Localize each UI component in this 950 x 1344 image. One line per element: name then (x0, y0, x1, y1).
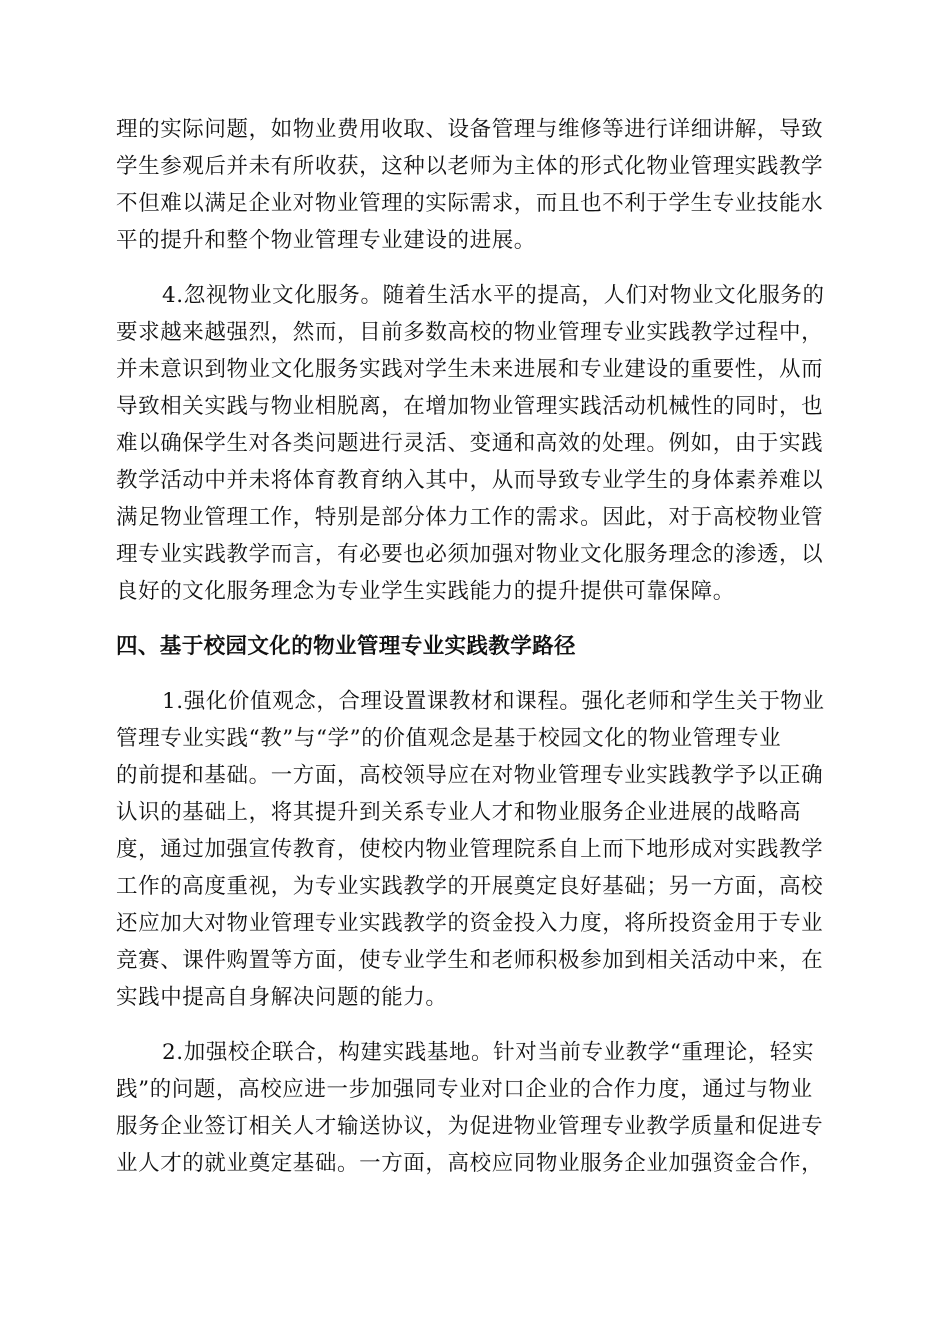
text-line: 竞赛、课件购置等方面，使专业学生和老师积极参加到相关活动中来，在 (116, 948, 824, 973)
text-line: 的前提和基础。一方面，高校领导应在对物业管理专业实践教学予以正确 (116, 763, 824, 788)
text-line: 理的实际问题，如物业费用收取、设备管理与维修等进行详细讲解，导致 (116, 117, 824, 142)
text-line: 认识的基础上，将其提升到关系专业人才和物业服务企业进展的战略高 (116, 800, 802, 825)
text-line: 践”的问题，高校应进一步加强同专业对口企业的合作力度，通过与物业 (116, 1077, 813, 1102)
text-line: 2.加强校企联合，构建实践基地。针对当前专业教学“重理论，轻实 (162, 1040, 815, 1065)
text-line: 平的提升和整个物业管理专业建设的进展。 (116, 228, 536, 253)
paragraph-item-2 (116, 1034, 836, 1182)
text-line: 良好的文化服务理念为专业学生实践能力的提升提供可靠保障。 (116, 579, 735, 604)
section-heading: 四、基于校园文化的物业管理专业实践教学路径 (116, 634, 576, 659)
paragraph-gap (116, 259, 836, 277)
text-line: 难以确保学生对各类问题进行灵活、变通和高效的处理。例如，由于实践 (116, 431, 824, 456)
text-line: 并未意识到物业文化服务实践对学生未来进展和专业建设的重要性，从而 (116, 357, 824, 382)
text-line: 度，通过加强宣传教育，使校内物业管理院系自上而下地形成对实践教学 (116, 837, 824, 862)
paragraph-item-1 (116, 683, 836, 1016)
text-line: 不但难以满足企业对物业管理的实际需求，而且也不利于学生专业技能水 (116, 191, 824, 216)
paragraph-continued (116, 111, 836, 259)
text-line: 理专业实践教学而言，有必要也必须加强对物业文化服务理念的渗透，以 (116, 542, 824, 567)
paragraph-gap (116, 1016, 836, 1034)
text-line: 学生参观后并未有所收获，这种以老师为主体的形式化物业管理实践教学 (116, 154, 824, 179)
text-line: 4.忽视物业文化服务。随着生活水平的提高，人们对物业文化服务的 (162, 283, 825, 308)
text-line: 教学活动中并未将体育教育纳入其中，从而导致专业学生的身体素养难以 (116, 468, 824, 493)
text-line: 业人才的就业奠定基础。一方面，高校应同物业服务企业加强资金合作， (116, 1151, 824, 1176)
paragraph-gap (116, 610, 836, 628)
text-line: 还应加大对物业管理专业实践教学的资金投入力度，将所投资金用于专业 (116, 911, 824, 936)
text-line: 服务企业签订相关人才输送协议，为促进物业管理专业教学质量和促进专 (116, 1114, 824, 1139)
text-line: 1.强化价值观念，合理设置课教材和课程。强化老师和学生关于物业 (162, 689, 825, 714)
text-line: 实践中提高自身解决问题的能力。 (116, 985, 448, 1010)
text-line: 满足物业管理工作，特别是部分体力工作的需求。因此，对于高校物业管 (116, 505, 824, 530)
paragraph-gap (116, 665, 836, 683)
text-line: 管理专业实践“教”与“学”的价值观念是基于校园文化的物业管理专业 (116, 726, 782, 751)
text-line: 工作的高度重视，为专业实践教学的开展奠定良好基础；另一方面，高校 (116, 874, 824, 899)
document-body (116, 111, 836, 1182)
paragraph-item-4 (116, 277, 836, 610)
text-line: 导致相关实践与物业相脱离，在增加物业管理实践活动机械性的同时，也 (116, 394, 824, 419)
text-line: 要求越来越强烈，然而，目前多数高校的物业管理专业实践教学过程中， (116, 320, 824, 345)
